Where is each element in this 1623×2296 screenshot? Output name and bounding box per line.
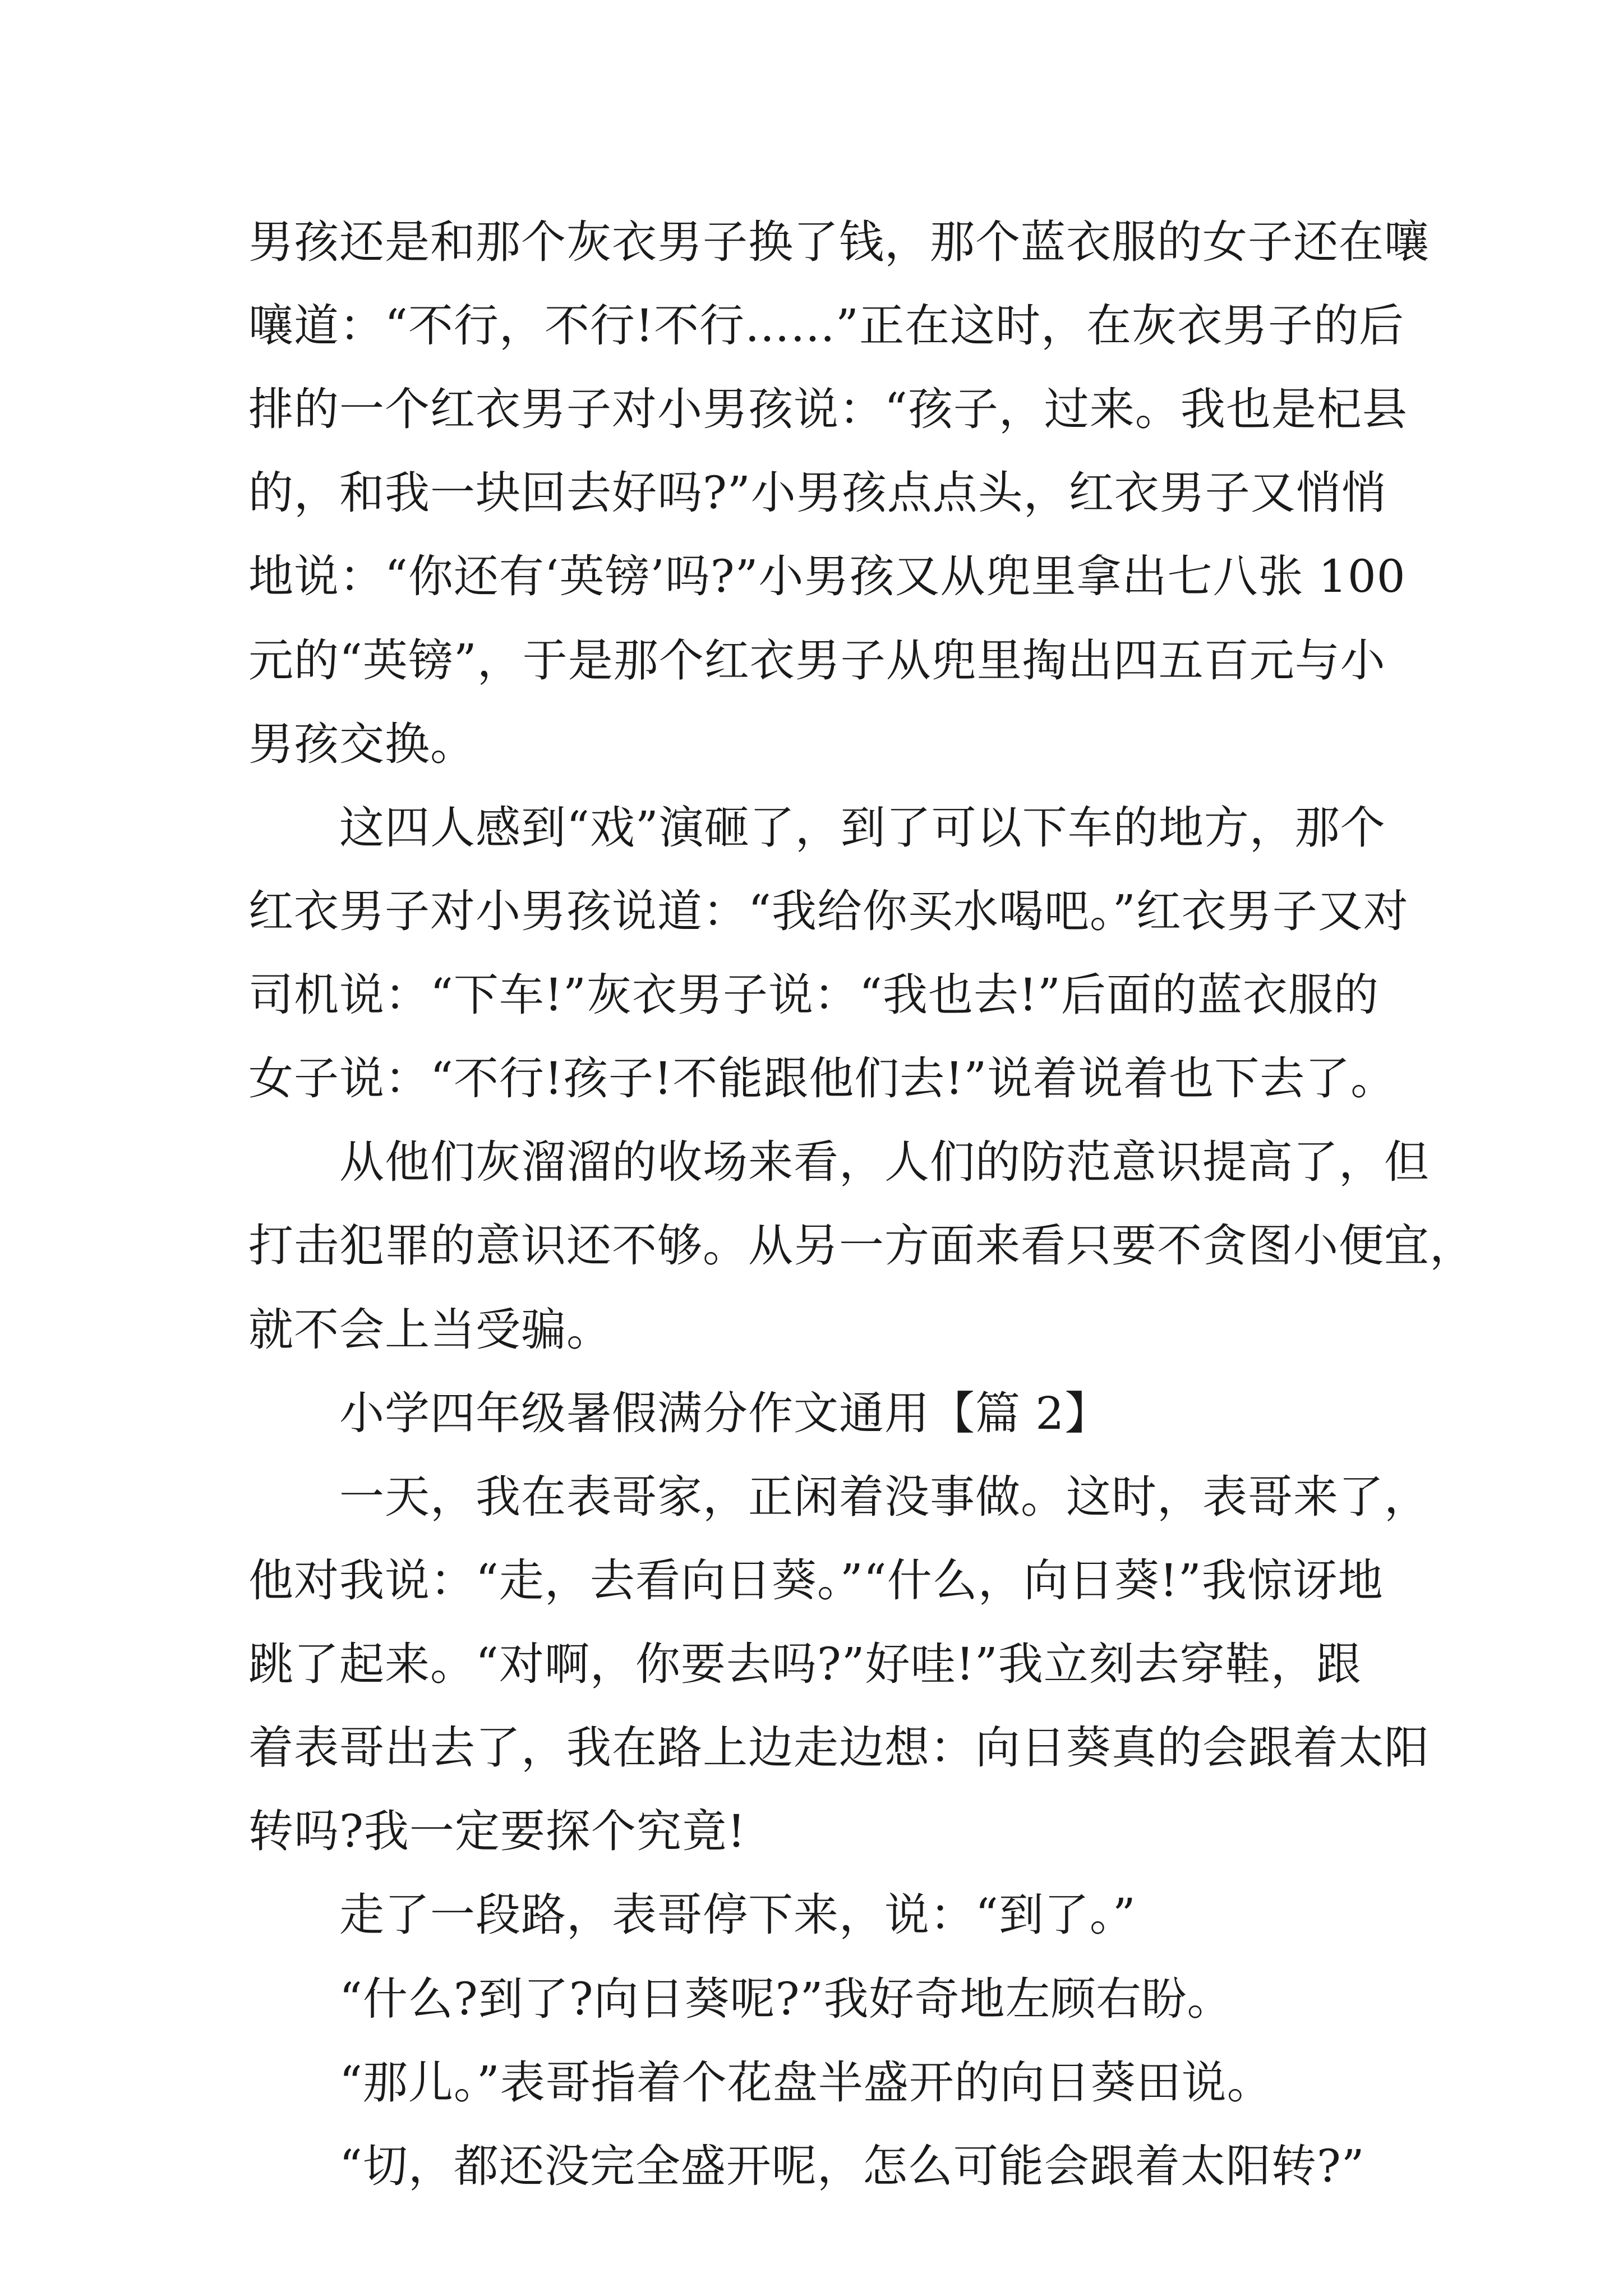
- text-line-5: 地说：“你还有‘英镑’吗?”小男孩又从兜里拿出七八张 100: [248, 550, 1406, 602]
- text-line-21: 走了一段路，表哥停下来，说：“到了。”: [339, 1889, 1136, 1941]
- text-line-10: 司机说：“下车!”灰衣男子说：“我也去!”后面的蓝衣服的: [248, 969, 1379, 1021]
- text-line-23: “那儿。”表哥指着个花盘半盛开的向日葵田说。: [339, 2056, 1272, 2109]
- text-line-20: 转吗?我一定要探个究竟!: [248, 1805, 746, 1857]
- text-line-9: 红衣男子对小男孩说道：“我给你买水喝吧。”红衣男子又对: [248, 885, 1409, 937]
- text-line-11: 女子说：“不行!孩子!不能跟他们去!”说着说着也下去了。: [248, 1052, 1396, 1105]
- text-line-6: 元的“英镑”，于是那个红衣男子从兜里掏出四五百元与小: [248, 634, 1386, 687]
- text-line-4: 的，和我一块回去好吗?”小男孩点点头，红衣男子又悄悄: [248, 467, 1387, 519]
- text-line-13: 打击犯罪的意识还不够。从另一方面来看只要不贪图小便宜，: [248, 1220, 1475, 1272]
- text-line-7: 男孩交换。: [248, 718, 476, 770]
- text-line-2: 嚷道：“不行，不行!不行……”正在这时，在灰衣男子的后: [248, 300, 1404, 352]
- text-line-1: 男孩还是和那个灰衣男子换了钱，那个蓝衣服的女子还在嚷: [248, 216, 1430, 268]
- text-line-24: “切，都还没完全盛开呢，怎么可能会跟着太阳转?”: [339, 2140, 1365, 2192]
- text-line-14: 就不会上当受骗。: [248, 1304, 612, 1356]
- text-line-18: 跳了起来。“对啊，你要去吗?”好哇!”我立刻去穿鞋，跟: [248, 1638, 1362, 1690]
- text-line-12: 从他们灰溜溜的收场来看，人们的防范意识提高了，但: [339, 1136, 1430, 1188]
- text-line-19: 着表哥出去了，我在路上边走边想：向日葵真的会跟着太阳: [248, 1722, 1430, 1774]
- section-heading: 小学四年级暑假满分作文通用【篇 2】: [339, 1387, 1110, 1439]
- text-line-22: “什么?到了?向日葵呢?”我好奇地左顾右盼。: [339, 1973, 1233, 2025]
- text-line-8: 这四人感到“戏”演砸了，到了可以下车的地方，那个: [339, 802, 1386, 854]
- text-line-3: 排的一个红衣男子对小男孩说：“孩子，过来。我也是杞县: [248, 383, 1408, 435]
- text-line-16: 一天，我在表哥家，正闲着没事做。这时，表哥来了，: [339, 1471, 1430, 1523]
- text-line-17: 他对我说：“走，去看向日葵。”“什么，向日葵!”我惊讶地: [248, 1554, 1384, 1607]
